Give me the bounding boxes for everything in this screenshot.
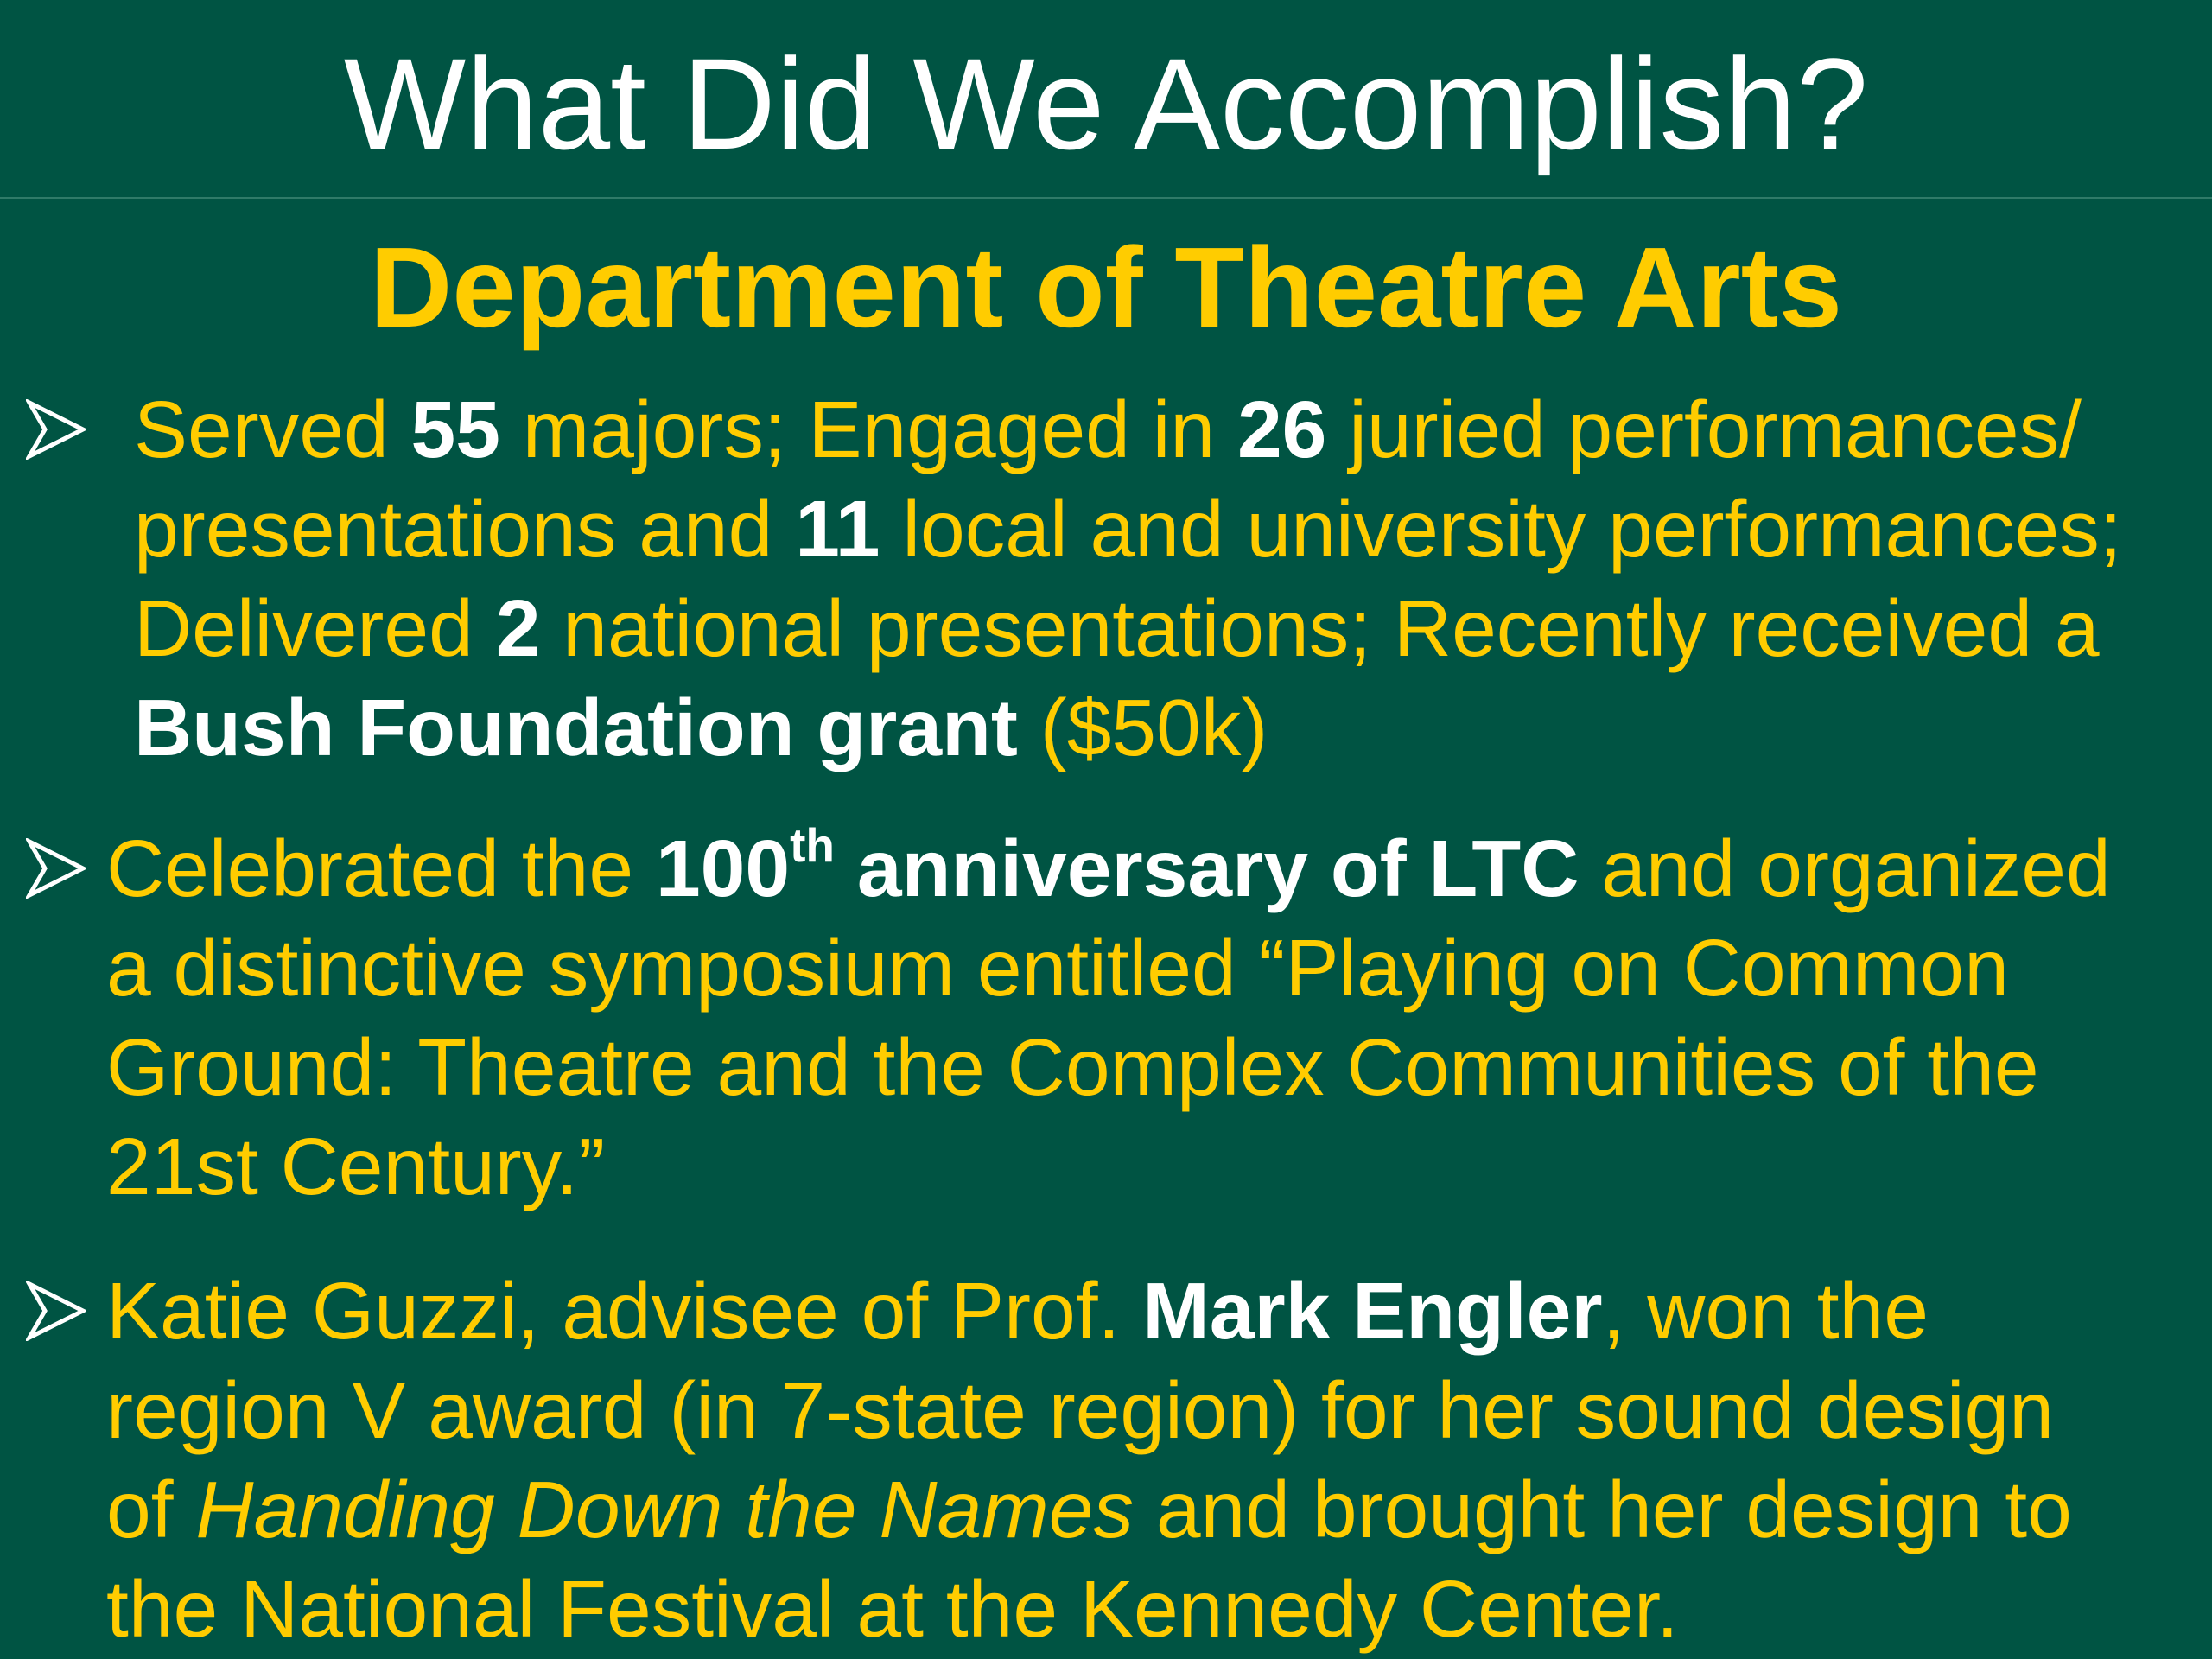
slide-subtitle: Department of Theatre Arts xyxy=(369,224,1843,351)
bullet-line: presentations and 11 local and university performances; xyxy=(134,484,2122,574)
bullet-item xyxy=(0,380,2212,786)
bullet-item xyxy=(0,819,2212,1225)
bullet-line: Delivered 2 national presentations; Recently received a xyxy=(134,583,2100,673)
bullet-line: 21st Century.” xyxy=(106,1122,606,1211)
bullet-line: the National Festival at the Kennedy Center. xyxy=(106,1564,1679,1654)
bullet-line: Katie Guzzi, advisee of Prof. Mark Engler, won the xyxy=(106,1266,1929,1356)
bullet-text xyxy=(134,380,2122,778)
title-divider xyxy=(0,197,2212,199)
bullet-line: of Handing Down the Names and brought her design to xyxy=(106,1465,2072,1554)
bullet-line: a distinctive symposium entitled “Playing on Common xyxy=(106,923,2009,1013)
bullet-line: Bush Foundation grant ($50k) xyxy=(134,683,1268,772)
arrowhead-bullet-icon xyxy=(26,399,86,460)
bullet-line: region V award (in 7-state region) for her sound design xyxy=(106,1365,2054,1455)
arrowhead-bullet-icon xyxy=(26,838,86,899)
bullet-line: Ground: Theatre and the Complex Communities of the xyxy=(106,1022,2039,1112)
bullet-text xyxy=(106,1262,2072,1659)
bullet-line: Celebrated the 100th anniversary of LTC and organized xyxy=(106,818,2111,913)
bullet-item xyxy=(0,1262,2212,1659)
bullet-line: Served 55 majors; Engaged in 26 juried performances/ xyxy=(134,385,2082,474)
slide-title: What Did We Accomplish? xyxy=(343,31,1869,176)
bullet-text xyxy=(106,819,2111,1217)
arrowhead-bullet-icon xyxy=(26,1281,86,1341)
